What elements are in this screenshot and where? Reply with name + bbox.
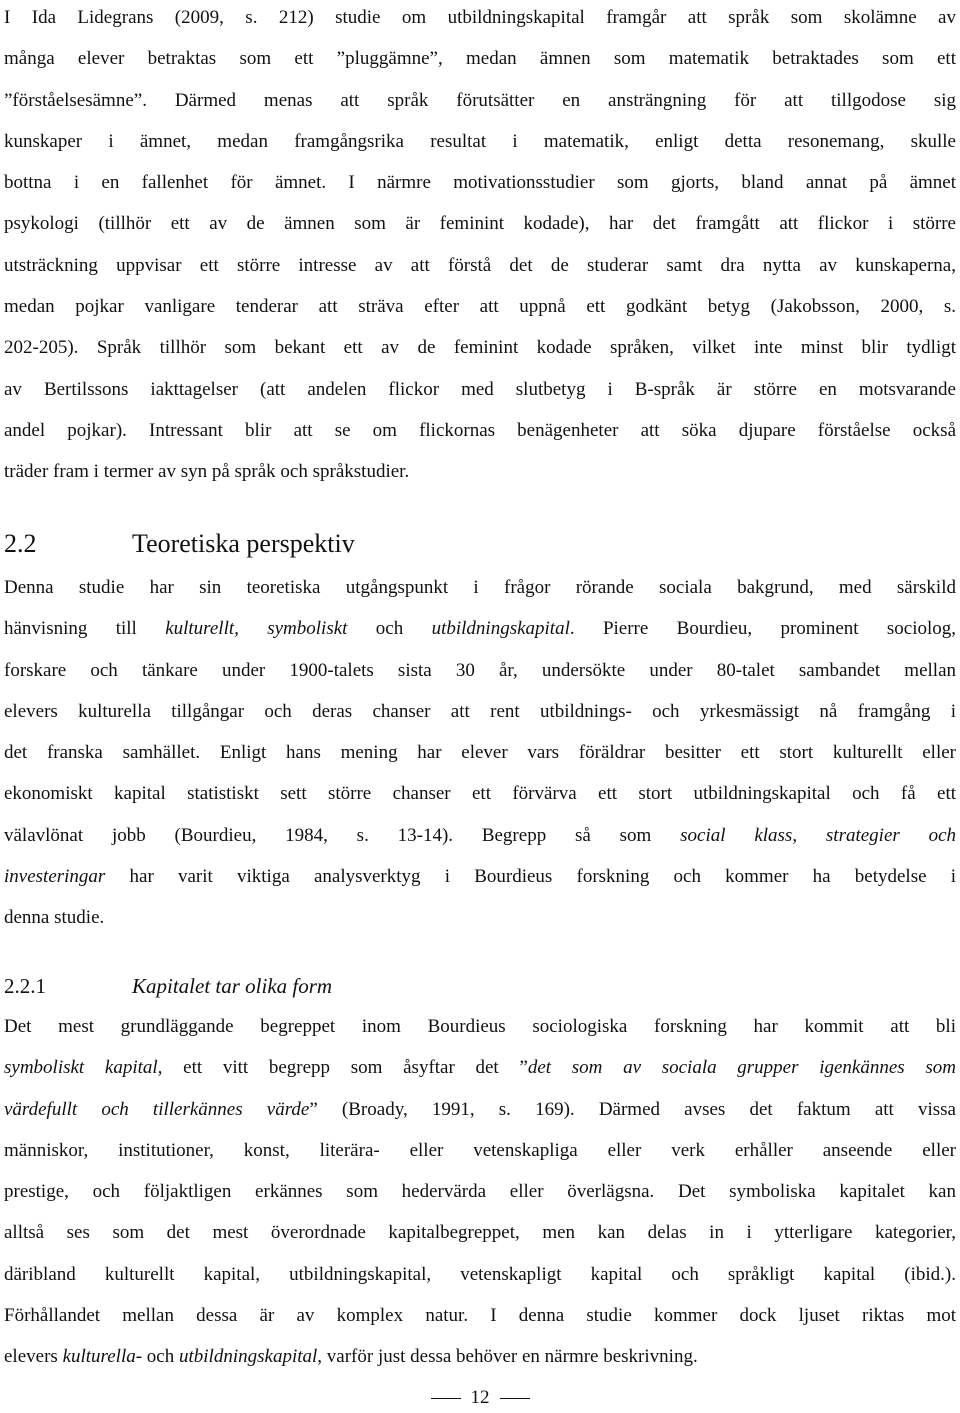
text-line: ekonomiskt kapital statistiskt sett större chanser ett förvärva ett stort utbildningskapital och få ett (4, 783, 956, 805)
text-line: människor, institutioner, konst, literära- eller vetenskapliga eller verk erhåller anseende eller (4, 1139, 956, 1161)
paragraph-language-motivation (4, 0, 956, 493)
text-line: andel pojkar). Intressant blir att se om flickornas benägenheter att söka djupare förståelse också (4, 419, 956, 441)
italic-term: utbildningskapital (431, 618, 570, 640)
text-line: värdefullt och tillerkännes värde” (Broady, 1991, s. 169). Därmed avses det faktum att vissa (4, 1098, 956, 1120)
text-line: elevers kulturella tillgångar och deras chanser att rent utbildnings- och yrkesmässigt nå framgång i (4, 700, 956, 722)
text-line: forskare och tänkare under 1900-talets sista 30 år, undersökte under 80-talet sambandet mellan (4, 659, 956, 681)
text-line: investeringar har varit viktiga analysverktyg i Bourdieus forskning och kommer ha betydelse i (4, 866, 956, 888)
text-line: av Bertilssons iakttagelser (att andelen flickor med slutbetyg i B-språk är större en motsvarande (4, 378, 956, 400)
paragraph-theoretical-perspective (4, 567, 956, 939)
italic-term: utbildningskapital (179, 1346, 318, 1368)
text-line: det franska samhället. Enligt hans mening har elever vars föräldrar besitter ett stort kulturellt eller (4, 742, 956, 764)
italic-term: kulturella (62, 1346, 136, 1368)
italic-term: symboliskt kapital, (4, 1057, 163, 1079)
text-line: Förhållandet mellan dessa är av komplex natur. I denna studie kommer dock ljuset riktas mot (4, 1305, 956, 1327)
italic-term: symboliskt (267, 618, 348, 640)
italic-term: strategier och (825, 824, 957, 846)
italic-term: kulturellt, (165, 618, 239, 640)
text-line: prestige, och följaktligen erkännes som hedervärda eller överlägsna. Det symboliska kapitalet kan (4, 1181, 956, 1203)
page-number: 12 (470, 1387, 490, 1408)
text-line: psykologi (tillhör ett av de ämnen som är feminint kodade), har det framgått att flickor i större (4, 213, 956, 235)
subsection-title: Kapitalet tar olika form (132, 974, 333, 998)
text-line: elevers kulturella- och utbildningskapital, varför just dessa behöver en närmre beskrivning. (4, 1346, 698, 1368)
italic-term: investeringar (4, 866, 106, 888)
italic-quote: det som av sociala grupper igenkännes som (527, 1057, 956, 1079)
text-line: alltså ses som det mest överordnade kapitalbegreppet, men kan delas in i ytterligare kategorier, (4, 1222, 956, 1244)
section-number: 2.2 (4, 529, 37, 558)
footer-dash-left (431, 1398, 461, 1399)
footer-dash-right (500, 1398, 530, 1399)
text-line: välavlönat jobb (Bourdieu, 1984, s. 13-14). Begrepp så som social klass, strategier och (4, 824, 957, 846)
text-line: utsträckning uppvisar ett större intresse av att förstå det de studerar samt dra nytta av kunskaperna, (4, 254, 956, 276)
text-line: I Ida Lidegrans (2009, s. 212) studie om utbildningskapital framgår att språk som skolämne av (4, 7, 956, 28)
text-line: bottna i en fallenhet för ämnet. I närmre motivationsstudier som gjorts, bland annat på ämnet (4, 172, 956, 194)
italic-quote: värdefullt och tillerkännes värde (4, 1098, 310, 1120)
text-line: träder fram i termer av syn på språk och språkstudier. (4, 461, 410, 483)
text-line: ”förståelsesämne”. Därmed menas att språk förutsätter en ansträngning för att tillgodose sig (4, 89, 956, 111)
text-line: däribland kulturellt kapital, utbildningskapital, vetenskapligt kapital och språkligt kapital (ibid.). (4, 1263, 956, 1285)
italic-term: social klass (680, 824, 793, 846)
text-line: hänvisning till kulturellt, symboliskt och utbildningskapital. Pierre Bourdieu, prominent sociolog, (4, 618, 957, 640)
subsection-heading (4, 968, 332, 1004)
text-line: denna studie. (4, 907, 105, 929)
text-line: medan pojkar vanligare tenderar att sträva efter att uppnå ett godkänt betyg (Jakobsson, 2000, s. (4, 296, 956, 318)
text-line: Denna studie har sin teoretiska utgångspunkt i frågor rörande sociala bakgrund, med särskild (4, 577, 956, 598)
paragraph-capital-forms (4, 1006, 956, 1378)
section-heading (4, 524, 355, 564)
section-title: Teoretiska perspektiv (132, 529, 355, 558)
text-line: många elever betraktas som ett ”pluggämne”, medan ämnen som matematik betraktades som ett (4, 48, 956, 70)
page-footer (0, 1383, 960, 1413)
text-line: symboliskt kapital, ett vitt begrepp som åsyftar det ”det som av sociala grupper igenkännes som (4, 1057, 956, 1079)
text-line: kunskaper i ämnet, medan framgångsrika resultat i matematik, enligt detta resonemang, skulle (4, 130, 956, 152)
subsection-number: 2.2.1 (4, 974, 46, 998)
text-line: Det mest grundläggande begreppet inom Bourdieus sociologiska forskning har kommit att bli (4, 1016, 956, 1037)
text-line: 202-205). Språk tillhör som bekant ett av de feminint kodade språken, vilket inte minst blir tydligt (4, 337, 956, 359)
